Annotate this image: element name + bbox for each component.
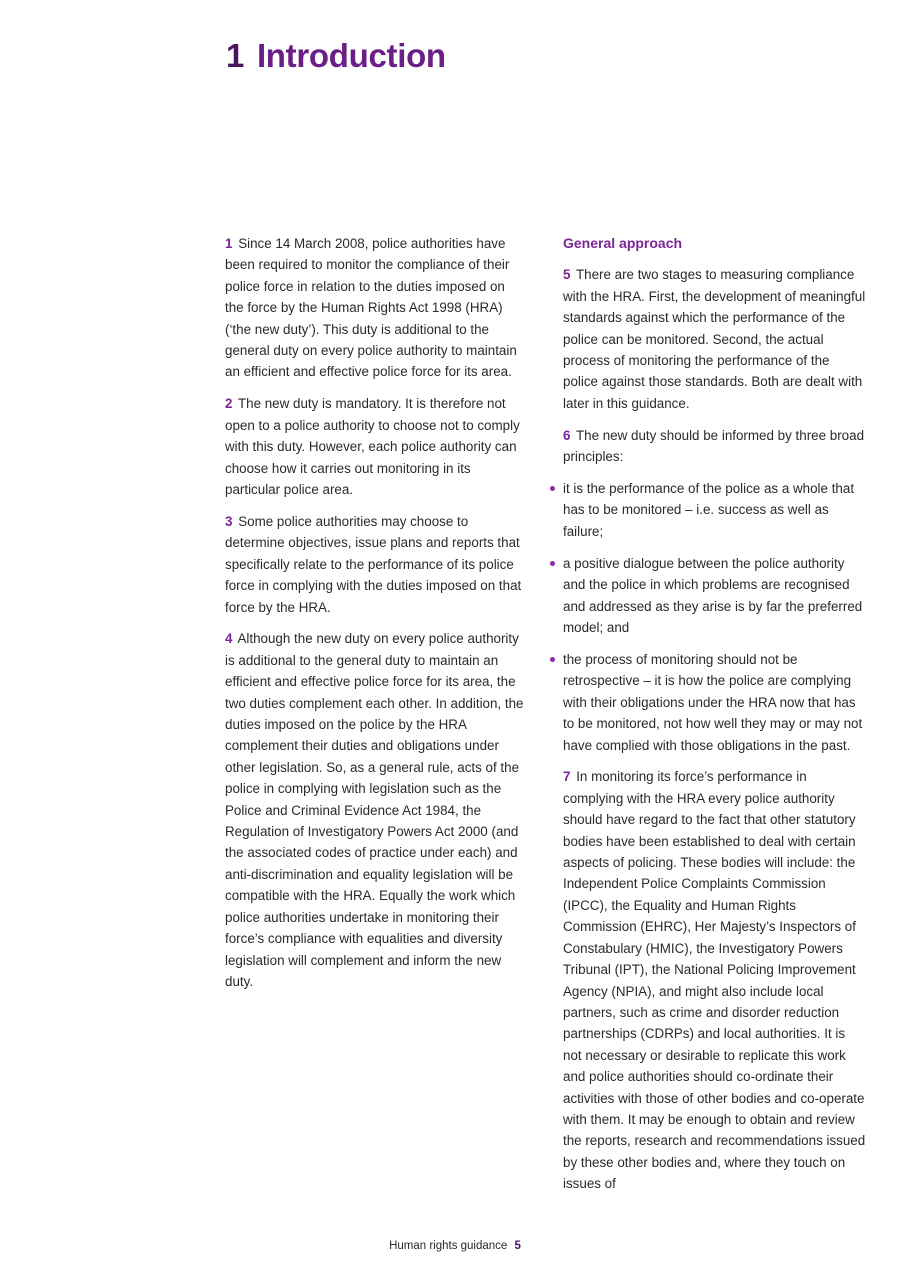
paragraph-4 — [225, 628, 527, 992]
page-number: 5 — [514, 1240, 521, 1252]
paragraph-number: 5 — [563, 267, 571, 283]
paragraph-2 — [225, 393, 527, 500]
chapter-title: Introduction — [256, 37, 446, 74]
paragraph-7 — [563, 766, 867, 1194]
paragraph-text: There are two stages to measuring compliance with the HRA. First, the development of meaningful standards against which the performance of the police can be monitored. Second, the actual process of monitoring the performance of the police against those standards. Both are dealt with later in this guidance. — [563, 267, 866, 411]
paragraph-number: 1 — [225, 236, 233, 251]
paragraph-number: 6 — [563, 427, 571, 443]
bullet-icon — [550, 486, 555, 491]
paragraph-number: 3 — [225, 513, 233, 529]
list-item-text: the process of monitoring should not be retrospective – it is how the police are complying with their obligations under the HRA now that has to be monitored, not how well they may or may not have complied with those obligations in the past. — [563, 651, 863, 753]
paragraph-text: Since 14 March 2008, police authorities have been required to monitor the compliance of their police force in relation to the duties imposed on the force by the Human Rights Act 1998 (HRA) (‘the new duty’). This duty is additional to the general duty on every police authority to maintain an efficient and effective police force for its area. — [225, 236, 517, 380]
page-title — [226, 34, 446, 78]
list-item — [563, 553, 867, 639]
paragraph-number: 2 — [225, 396, 233, 412]
principles-list — [563, 478, 867, 756]
footer-title: Human rights guidance — [389, 1240, 508, 1252]
chapter-number: 1 — [226, 37, 245, 74]
section-heading: General approach — [563, 235, 683, 251]
paragraph-text: In monitoring its force’s performance in complying with the HRA every police authority should have regard to the fact that other statutory bodies have been established to deal with certain aspects of policing. These bodies will include: the Independent Police Complaints Commission (IPCC), the Equality and Human Rights Commission (EHRC), Her Majesty’s Inspectors of Constabulary (HMIC), the Investigatory Powers Tribunal (IPT), the National Policing Improvement Agency (NPIA), and might also include local partners, such as crime and disorder reduction partnerships (CDRPs) and local authorities. It is not necessary or desirable to replicate this work and police authorities should co-ordinate their activities with those of other bodies and co-operate with them. It may be enough to obtain and review the reports, research and recommendations issued by these other bodies and, where they touch on issues of — [563, 769, 866, 1192]
bullet-icon — [550, 561, 555, 566]
right-column — [563, 233, 867, 1205]
page-footer — [0, 1240, 910, 1252]
paragraph-number: 4 — [225, 631, 233, 647]
list-item — [563, 478, 867, 542]
list-item-text: it is the performance of the police as a whole that has to be monitored – i.e. success as well as failure; — [563, 481, 855, 539]
paragraph-text: Although the new duty on every police authority is additional to the general duty to maintain an efficient and effective police force for its area, the two duties complement each other. In addition, the duties imposed on the police by the HRA complement their duties and obligations under other legislation. So, as a general rule, acts of the police in complying with legislation such as the Police and Criminal Evidence Act 1984, the Regulation of Investigatory Powers Act 2000 (and the associated codes of practice under each) and anti-discrimination and equality legislation will be compatible with the HRA. Equally the work which police authorities undertake in monitoring their force’s compliance with equalities and diversity legislation will complement and inform the new duty. — [225, 631, 524, 989]
paragraph-text: The new duty should be informed by three broad principles: — [563, 427, 865, 465]
paragraph-text: Some police authorities may choose to determine objectives, issue plans and reports that specifically relate to the performance of its police force in complying with the duties imposed on that force by the HRA. — [225, 513, 522, 615]
list-item — [563, 649, 867, 756]
bullet-icon — [550, 657, 555, 662]
left-column — [225, 233, 527, 1003]
paragraph-1 — [225, 233, 527, 383]
paragraph-3 — [225, 511, 527, 618]
paragraph-6 — [563, 425, 867, 468]
paragraph-text: The new duty is mandatory. It is therefore not open to a police authority to choose not to comply with this duty. However, each police authority can choose how it carries out monitoring in its particular police area. — [225, 396, 520, 497]
list-item-text: a positive dialogue between the police authority and the police in which problems are recognised and addressed as they arise is by far the preferred model; and — [563, 555, 863, 635]
paragraph-number: 7 — [563, 769, 571, 785]
paragraph-5 — [563, 264, 867, 414]
